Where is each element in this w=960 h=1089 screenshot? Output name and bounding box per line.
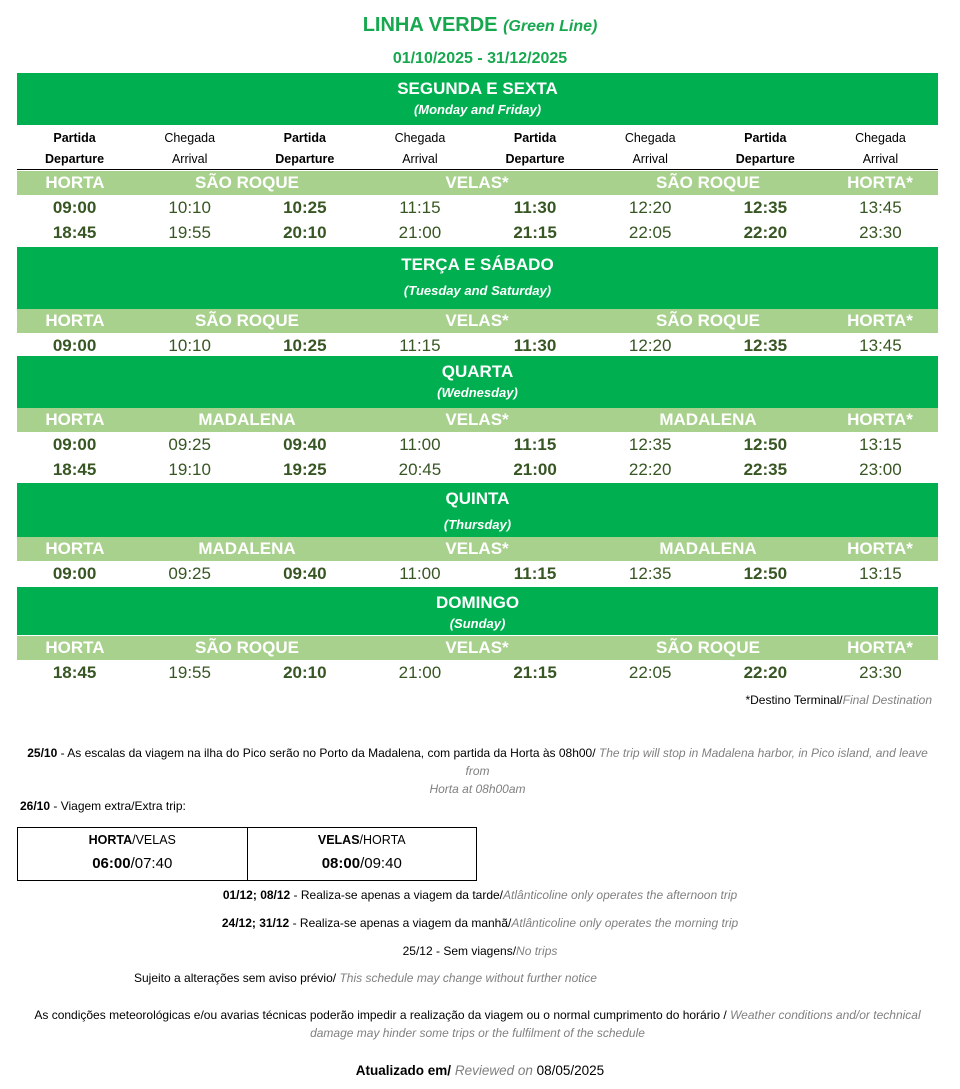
header-cell: Chegada bbox=[855, 131, 906, 145]
title-en: (Green Line) bbox=[503, 18, 598, 35]
time-row bbox=[17, 195, 938, 220]
extra-time: 08:00/09:40 bbox=[321, 855, 402, 872]
time-cell: 12:35 bbox=[628, 435, 672, 454]
extra-trip-cell-1 bbox=[18, 828, 247, 880]
stop-label: VELAS* bbox=[445, 311, 509, 330]
time-cell: 19:55 bbox=[168, 663, 211, 682]
time-cell: 11:15 bbox=[399, 336, 441, 355]
updated-note: Atualizado em/ Reviewed on 08/05/2025 bbox=[355, 1063, 605, 1078]
note-subject-to-change: Sujeito a alterações sem aviso prévio/ This schedule may change without further notice bbox=[134, 971, 597, 985]
time-row bbox=[17, 660, 938, 685]
extra-trip-cell-2 bbox=[247, 828, 477, 880]
time-cell: 20:10 bbox=[283, 223, 327, 242]
header-cell: Chegada bbox=[164, 131, 216, 145]
title-pt: LINHA VERDE bbox=[362, 14, 498, 36]
day-band bbox=[17, 247, 938, 309]
header-row-pt bbox=[17, 128, 938, 149]
time-cell: 20:45 bbox=[398, 460, 442, 479]
time-cell: 23:30 bbox=[859, 663, 902, 682]
day-band bbox=[17, 483, 938, 537]
time-cell: 12:35 bbox=[743, 336, 788, 355]
stops-row bbox=[17, 537, 938, 561]
stop-label: MADALENA bbox=[198, 410, 296, 429]
header-cell: Partida bbox=[53, 131, 96, 145]
time-cell: 22:20 bbox=[628, 460, 672, 479]
time-cell: 12:35 bbox=[743, 198, 788, 217]
day-band bbox=[17, 587, 938, 635]
time-cell: 22:20 bbox=[743, 663, 788, 682]
note-pt: - As escalas da viagem na ilha do Pico serão no Porto da Madalena, com partida da Horta às 08h00/ bbox=[57, 746, 596, 760]
time-cell: 10:25 bbox=[283, 198, 327, 217]
header-cell: Arrival bbox=[862, 152, 899, 166]
time-row bbox=[17, 561, 938, 586]
stops-row bbox=[17, 408, 938, 432]
stop-label: HORTA* bbox=[847, 173, 913, 192]
stop-label: SÃO ROQUE bbox=[656, 173, 760, 192]
time-cell: 18:45 bbox=[52, 663, 97, 682]
destination-note-en: Final Destination bbox=[842, 693, 932, 707]
stop-label: HORTA bbox=[45, 638, 105, 657]
stop-label: VELAS* bbox=[445, 539, 509, 558]
time-cell: 22:35 bbox=[743, 460, 788, 479]
time-cell: 12:20 bbox=[628, 198, 672, 217]
stop-label: HORTA bbox=[45, 311, 105, 330]
time-cell: 21:00 bbox=[513, 460, 557, 479]
extra-route: VELAS/HORTA bbox=[317, 833, 406, 847]
time-cell: 20:10 bbox=[283, 663, 327, 682]
header-cell: Partida bbox=[283, 131, 326, 145]
header-cell: Arrival bbox=[632, 152, 668, 166]
time-cell: 11:15 bbox=[513, 435, 557, 454]
note-24-12: 24/12; 31/12 - Realiza-se apenas a viagem da manhã/Atlânticoline only operates the morning trip bbox=[221, 916, 739, 930]
time-cell: 21:15 bbox=[513, 663, 557, 682]
time-cell: 21:00 bbox=[398, 223, 442, 242]
note-25-10 bbox=[20, 744, 935, 798]
day-name-en: (Monday and Friday) bbox=[413, 102, 542, 117]
time-cell: 21:00 bbox=[398, 663, 442, 682]
time-cell: 22:20 bbox=[743, 223, 788, 242]
time-cell: 12:35 bbox=[628, 564, 672, 583]
time-cell: 11:15 bbox=[513, 564, 557, 583]
time-cell: 09:25 bbox=[168, 435, 211, 454]
day-name-en: (Thursday) bbox=[443, 517, 512, 532]
time-cell: 12:50 bbox=[743, 435, 788, 454]
page-title bbox=[0, 14, 960, 37]
header-cell: Partida bbox=[744, 131, 787, 145]
time-cell: 09:00 bbox=[52, 198, 97, 217]
stop-label: HORTA bbox=[45, 410, 105, 429]
header-cell: Chegada bbox=[394, 131, 446, 145]
stop-label: HORTA* bbox=[847, 638, 913, 657]
stop-label: MADALENA bbox=[198, 539, 296, 558]
time-cell: 11:30 bbox=[513, 198, 557, 217]
stop-label: HORTA bbox=[45, 173, 105, 192]
time-row bbox=[17, 432, 938, 457]
stop-label: HORTA* bbox=[847, 410, 913, 429]
time-row bbox=[17, 333, 938, 358]
period: 01/10/2025 - 31/12/2025 bbox=[392, 50, 568, 67]
stop-label: VELAS* bbox=[445, 638, 509, 657]
time-cell: 19:10 bbox=[168, 460, 211, 479]
time-cell: 09:00 bbox=[52, 336, 97, 355]
time-cell: 13:15 bbox=[859, 564, 902, 583]
time-cell: 11:30 bbox=[513, 336, 557, 355]
note-en-2: Horta at 08h00am bbox=[429, 782, 526, 796]
time-cell: 09:00 bbox=[52, 564, 97, 583]
time-cell: 21:15 bbox=[513, 223, 557, 242]
stop-label: SÃO ROQUE bbox=[195, 311, 299, 330]
header-divider bbox=[17, 169, 938, 170]
time-cell: 23:30 bbox=[859, 223, 902, 242]
time-cell: 10:10 bbox=[168, 198, 211, 217]
stop-label: HORTA bbox=[45, 539, 105, 558]
header-cell: Partida bbox=[513, 131, 557, 145]
time-cell: 11:00 bbox=[399, 435, 441, 454]
time-cell: 23:00 bbox=[859, 460, 902, 479]
stop-label: HORTA* bbox=[847, 311, 913, 330]
day-name-en: (Tuesday and Saturday) bbox=[403, 283, 552, 298]
day-band bbox=[17, 73, 938, 125]
header-cell: Departure bbox=[735, 152, 795, 166]
extra-time: 06:00/07:40 bbox=[92, 855, 173, 872]
time-cell: 12:50 bbox=[743, 564, 788, 583]
note-weather: As condições meteorológicas e/ou avarias técnicas poderão impedir a realização da viagem ou o normal cumprimento do horário / Weather conditions and/or technical damage may hinder some trips or the fulfilment of the schedule bbox=[34, 1008, 921, 1040]
day-name-en: (Wednesday) bbox=[437, 385, 518, 400]
day-name-pt: QUINTA bbox=[445, 489, 510, 508]
destination-note bbox=[745, 693, 932, 707]
stop-label: SÃO ROQUE bbox=[195, 173, 299, 192]
note-en: The trip will stop in Madalena harbor, in Pico island, and leave from bbox=[465, 746, 928, 778]
note-26-10 bbox=[20, 797, 186, 815]
time-cell: 22:05 bbox=[628, 223, 672, 242]
stop-label: SÃO ROQUE bbox=[656, 638, 760, 657]
day-name-pt: DOMINGO bbox=[435, 593, 520, 612]
extra-route: HORTA/VELAS bbox=[88, 833, 176, 847]
header-cell: Departure bbox=[275, 152, 335, 166]
note-date: 25/10 bbox=[27, 746, 58, 760]
stops-row bbox=[17, 309, 938, 333]
time-cell: 19:25 bbox=[283, 460, 327, 479]
time-cell: 13:15 bbox=[859, 435, 902, 454]
day-name-pt: SEGUNDA E SEXTA bbox=[397, 79, 558, 98]
destination-note-pt: *Destino Terminal/ bbox=[745, 693, 843, 707]
time-cell: 22:05 bbox=[628, 663, 672, 682]
time-cell: 09:00 bbox=[52, 435, 97, 454]
time-cell: 10:10 bbox=[168, 336, 211, 355]
time-cell: 10:25 bbox=[283, 336, 327, 355]
stop-label: SÃO ROQUE bbox=[195, 638, 299, 657]
extra-trip-table bbox=[17, 827, 477, 881]
stop-label: MADALENA bbox=[659, 539, 757, 558]
time-cell: 09:40 bbox=[283, 435, 327, 454]
time-row bbox=[17, 457, 938, 482]
stop-label: SÃO ROQUE bbox=[656, 311, 760, 330]
day-name-en: (Sunday) bbox=[449, 616, 506, 631]
note-25-12: 25/12 - Sem viagens/No trips bbox=[402, 944, 558, 958]
time-cell: 11:15 bbox=[399, 198, 441, 217]
stop-label: MADALENA bbox=[659, 410, 757, 429]
day-name-pt: QUARTA bbox=[441, 362, 514, 381]
time-cell: 11:00 bbox=[399, 564, 441, 583]
header-cell: Departure bbox=[45, 152, 105, 166]
time-cell: 18:45 bbox=[52, 223, 97, 242]
note-date: 26/10 bbox=[20, 799, 51, 813]
time-cell: 09:25 bbox=[168, 564, 211, 583]
stop-label: HORTA* bbox=[847, 539, 913, 558]
time-cell: 12:20 bbox=[628, 336, 672, 355]
note-01-12: 01/12; 08/12 - Realiza-se apenas a viagem da tarde/Atlânticoline only operates the afternoon trip bbox=[222, 888, 738, 902]
day-band bbox=[17, 356, 938, 408]
header-row-en bbox=[17, 149, 938, 170]
stops-row bbox=[17, 636, 938, 660]
stop-label: VELAS* bbox=[445, 173, 509, 192]
time-row bbox=[17, 220, 938, 245]
time-cell: 18:45 bbox=[52, 460, 97, 479]
header-cell: Chegada bbox=[624, 131, 676, 145]
stops-row bbox=[17, 171, 938, 195]
stop-label: VELAS* bbox=[445, 410, 509, 429]
note-pt: - Viagem extra/Extra trip: bbox=[50, 799, 186, 813]
time-cell: 19:55 bbox=[168, 223, 211, 242]
time-cell: 13:45 bbox=[859, 198, 902, 217]
time-cell: 09:40 bbox=[283, 564, 327, 583]
time-cell: 13:45 bbox=[859, 336, 902, 355]
header-cell: Arrival bbox=[402, 152, 438, 166]
header-cell: Departure bbox=[505, 152, 565, 166]
day-name-pt: TERÇA E SÁBADO bbox=[401, 255, 554, 274]
header-cell: Arrival bbox=[171, 152, 208, 166]
